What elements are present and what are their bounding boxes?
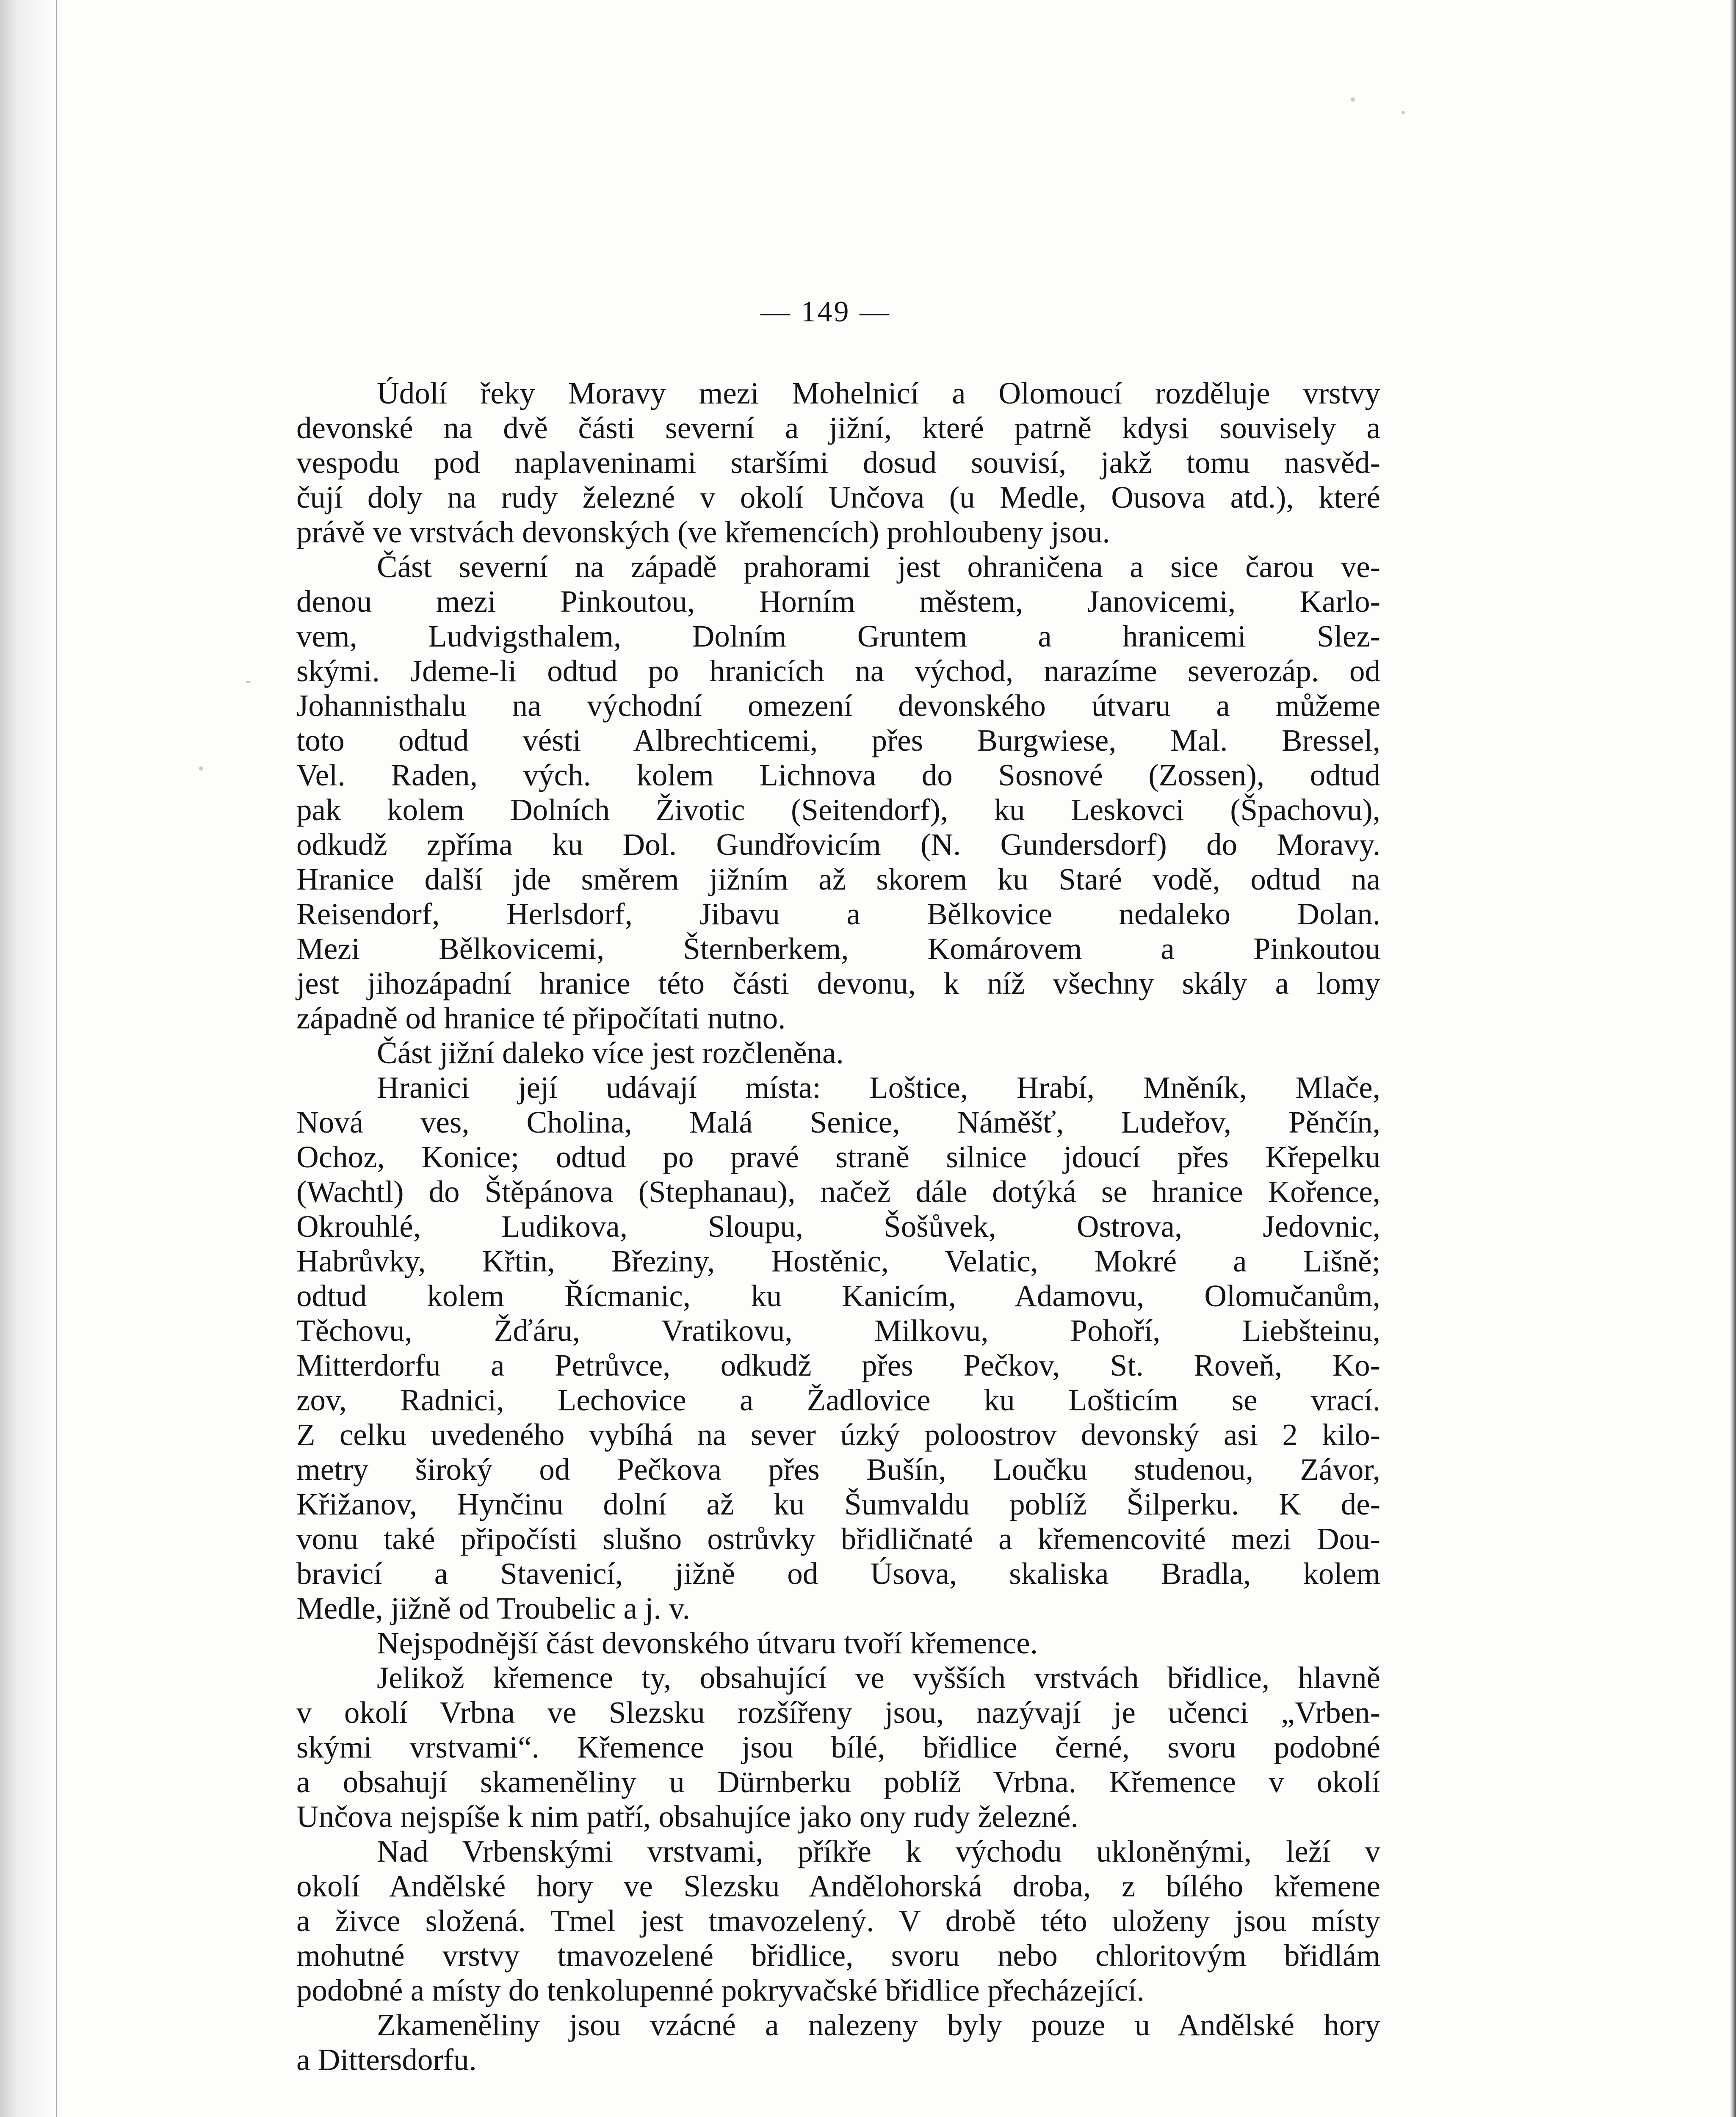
text-line: Nejspodnější část devonského útvaru tvoří křemence. bbox=[377, 1626, 1038, 1660]
text-line: Johannisthalu na východní omezení devonského útvaru a můžeme bbox=[296, 688, 1380, 723]
text-line: Jelikož křemence ty, obsahující ve vyšších vrstvách břidlice, hlavně bbox=[377, 1661, 1380, 1695]
text-line: (Wachtl) do Štěpánova (Stephanau), načež dále dotýká se hranice Kořence, bbox=[296, 1175, 1380, 1209]
text-line: denou mezi Pinkoutou, Horním městem, Janovicemi, Karlo- bbox=[296, 584, 1380, 619]
page-number: — 149 — bbox=[760, 296, 891, 328]
text-line: vonu také připočísti slušno ostrůvky břidličnaté a křemencovité mezi Dou- bbox=[296, 1522, 1380, 1556]
spine-shadow bbox=[0, 0, 64, 2117]
text-line: Těchovu, Žďáru, Vratikovu, Milkovu, Pohoří, Liebšteinu, bbox=[296, 1313, 1380, 1348]
text-line: Zkameněliny jsou vzácné a nalezeny byly pouze u Andělské hory bbox=[377, 2008, 1380, 2042]
text-line: Hranici její udávají místa: Loštice, Hrabí, Mněník, Mlače, bbox=[377, 1070, 1380, 1105]
text-line: toto odtud vésti Albrechticemi, přes Burgwiese, Mal. Bressel, bbox=[296, 723, 1380, 757]
text-line: skými vrstvami“. Křemence jsou bílé, břidlice černé, svoru podobné bbox=[296, 1730, 1380, 1764]
text-line: Nová ves, Cholina, Malá Senice, Náměšť, Ludeřov, Pěnčín, bbox=[296, 1105, 1380, 1139]
spine-line bbox=[56, 0, 57, 2117]
text-line: Údolí řeky Moravy mezi Mohelnicí a Olomoucí rozděluje vrstvy bbox=[377, 376, 1380, 410]
text-line: Křižanov, Hynčinu dolní až ku Šumvaldu poblíž Šilperku. K de- bbox=[296, 1487, 1380, 1521]
page-edge bbox=[1730, 0, 1736, 2117]
text-line: okolí Andělské hory ve Slezsku Andělohorská droba, z bílého křemene bbox=[296, 1869, 1380, 1903]
text-line: Reisendorf, Herlsdorf, Jibavu a Bělkovice nedaleko Dolan. bbox=[296, 897, 1380, 931]
text-line: a Dittersdorfu. bbox=[296, 2042, 477, 2077]
text-line: Mezi Bělkovicemi, Šternberkem, Komárovem a Pinkoutou bbox=[296, 931, 1380, 966]
text-line: zov, Radnici, Lechovice a Žadlovice ku Lošticím se vrací. bbox=[296, 1383, 1380, 1417]
text-line: Část jižní daleko více jest rozčleněna. bbox=[377, 1036, 844, 1070]
ink-speck bbox=[1351, 97, 1355, 102]
text-line: pak kolem Dolních Životic (Seitendorf), ku Leskovci (Špachovu), bbox=[296, 793, 1380, 827]
ink-speck bbox=[246, 681, 251, 683]
text-line: skými. Jdeme-li odtud po hranicích na východ, narazíme severozáp. od bbox=[296, 654, 1380, 688]
text-line: Habrůvky, Křtin, Březiny, Hostěnic, Velatic, Mokré a Lišně; bbox=[296, 1244, 1380, 1278]
text-line: a obsahují skameněliny u Dürnberku poblíž Vrbna. Křemence v okolí bbox=[296, 1765, 1380, 1799]
text-line: Medle, jižně od Troubelic a j. v. bbox=[296, 1591, 690, 1625]
text-line: odtud kolem Řícmanic, ku Kanicím, Adamovu, Olomučanům, bbox=[296, 1279, 1380, 1313]
text-line: Část severní na západě prahorami jest ohraničena a sice čarou ve- bbox=[377, 550, 1380, 584]
text-line: Nad Vrbenskými vrstvami, příkře k východu ukloněnými, leží v bbox=[377, 1834, 1380, 1868]
text-line: Okrouhlé, Ludikova, Sloupu, Šošůvek, Ostrova, Jedovnic, bbox=[296, 1209, 1380, 1244]
ink-speck bbox=[1402, 111, 1405, 114]
text-line: čují doly na rudy železné v okolí Unčova (u Medle, Ousova atd.), které bbox=[296, 480, 1380, 514]
body-text bbox=[296, 376, 1380, 2077]
text-line: odkudž zpříma ku Dol. Gundřovicím (N. Gundersdorf) do Moravy. bbox=[296, 827, 1380, 862]
text-line: jest jihozápadní hranice této části devonu, k níž všechny skály a lomy bbox=[296, 966, 1380, 1000]
text-line: Hranice další jde směrem jižním až skorem ku Staré vodě, odtud na bbox=[296, 862, 1380, 896]
ink-speck bbox=[199, 766, 203, 771]
text-line: Ochoz, Konice; odtud po pravé straně silnice jdoucí přes Křepelku bbox=[296, 1140, 1380, 1174]
text-line: v okolí Vrbna ve Slezsku rozšířeny jsou, nazývají je učenci „Vrben- bbox=[296, 1695, 1380, 1730]
text-line: Vel. Raden, vých. kolem Lichnova do Sosnové (Zossen), odtud bbox=[296, 758, 1380, 792]
text-line: metry široký od Pečkova přes Bušín, Loučku studenou, Závor, bbox=[296, 1452, 1380, 1487]
text-line: a živce složená. Tmel jest tmavozelený. V drobě této uloženy jsou místy bbox=[296, 1904, 1380, 1938]
text-line: Mitterdorfu a Petrůvce, odkudž přes Pečkov, St. Roveň, Ko- bbox=[296, 1348, 1380, 1382]
text-line: vespodu pod naplaveninami staršími dosud souvisí, jakž tomu nasvěd- bbox=[296, 445, 1380, 480]
text-line: Z celku uvedeného vybíhá na sever úzký poloostrov devonský asi 2 kilo- bbox=[296, 1418, 1380, 1452]
text-line: západně od hranice té připočítati nutno. bbox=[296, 1001, 786, 1035]
text-line: devonské na dvě části severní a jižní, které patrně kdysi souvisely a bbox=[296, 411, 1380, 445]
text-line: mohutné vrstvy tmavozelené břidlice, svoru nebo chloritovým břidlám bbox=[296, 1938, 1380, 1973]
text-line: vem, Ludvigsthalem, Dolním Gruntem a hranicemi Slez- bbox=[296, 619, 1380, 653]
text-line: právě ve vrstvách devonských (ve křemencích) prohloubeny jsou. bbox=[296, 515, 1110, 549]
text-line: Unčova nejspíše k nim patří, obsahujíce jako ony rudy železné. bbox=[296, 1799, 1078, 1834]
text-line: bravicí a Stavenicí, jižně od Úsova, skaliska Bradla, kolem bbox=[296, 1556, 1380, 1591]
text-line: podobné a místy do tenkolupenné pokryvačské břidlice přecházející. bbox=[296, 1973, 1144, 2007]
